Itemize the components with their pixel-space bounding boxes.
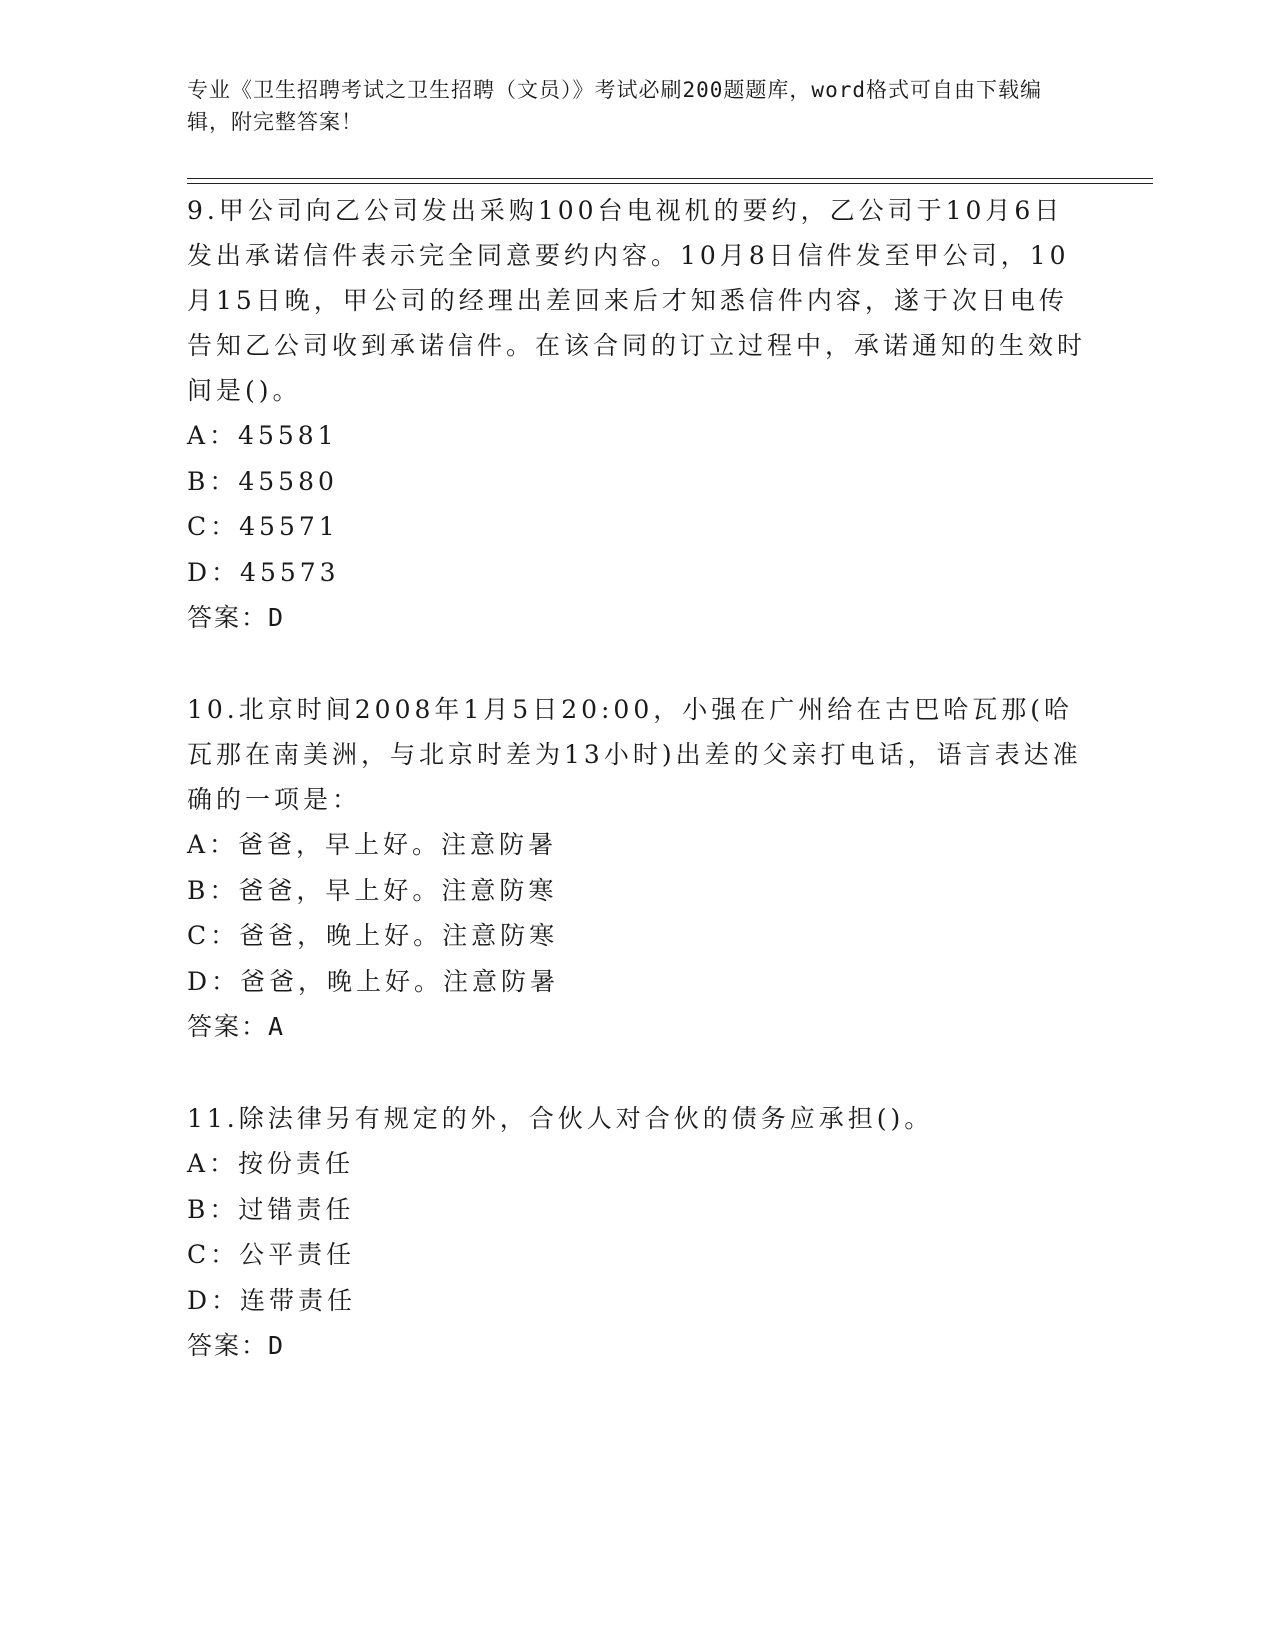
option-b: B：过错责任 xyxy=(187,1194,355,1224)
question-11 xyxy=(187,1096,1087,1369)
option-a: A：45581 xyxy=(187,421,338,450)
document-header: 专业《卫生招聘考试之卫生招聘（文员）》考试必刷200题题库，word格式可自由下载编辑，附完整答案！ xyxy=(187,78,1042,134)
option-d: D：45573 xyxy=(187,557,340,587)
option-c: C：公平责任 xyxy=(187,1240,356,1269)
option-d: D：连带责任 xyxy=(187,1285,357,1315)
question-10 xyxy=(187,687,1087,1050)
answer-label: 答案：A xyxy=(187,1012,286,1041)
answer-label: 答案：D xyxy=(187,603,286,632)
question-stem: 11.除法律另有规定的外，合伙人对合伙的债务应承担()。 xyxy=(187,1104,934,1133)
answer-label: 答案：D xyxy=(187,1331,286,1360)
option-b: B：爸爸，早上好。注意防寒 xyxy=(187,875,558,905)
option-d: D：爸爸，晚上好。注意防暑 xyxy=(187,966,560,996)
option-a: A：爸爸，早上好。注意防暑 xyxy=(187,830,558,859)
header-divider-bottom xyxy=(187,183,1153,184)
question-9 xyxy=(187,188,1087,641)
option-a: A：按份责任 xyxy=(187,1149,355,1178)
option-c: C：爸爸，晚上好。注意防寒 xyxy=(187,921,559,950)
option-c: C：45571 xyxy=(187,512,339,541)
header-divider-top xyxy=(187,178,1153,179)
option-b: B：45580 xyxy=(187,466,338,496)
question-list xyxy=(187,188,1087,1369)
question-stem: 9.甲公司向乙公司发出采购100台电视机的要约，乙公司于10月6日发出承诺信件表示完全同意要约内容。10月8日信件发至甲公司，10月15日晚，甲公司的经理出差回来后才知悉信件内容，遂于次日电传告知乙公司收到承诺信件。在该合同的订立过程中，承诺通知的生效时间是()。 xyxy=(187,196,1087,405)
question-stem: 10.北京时间2008年1月5日20:00，小强在广州给在古巴哈瓦那(哈瓦那在南美洲，与北京时差为13小时)出差的父亲打电话，语言表达准确的一项是： xyxy=(187,695,1082,814)
